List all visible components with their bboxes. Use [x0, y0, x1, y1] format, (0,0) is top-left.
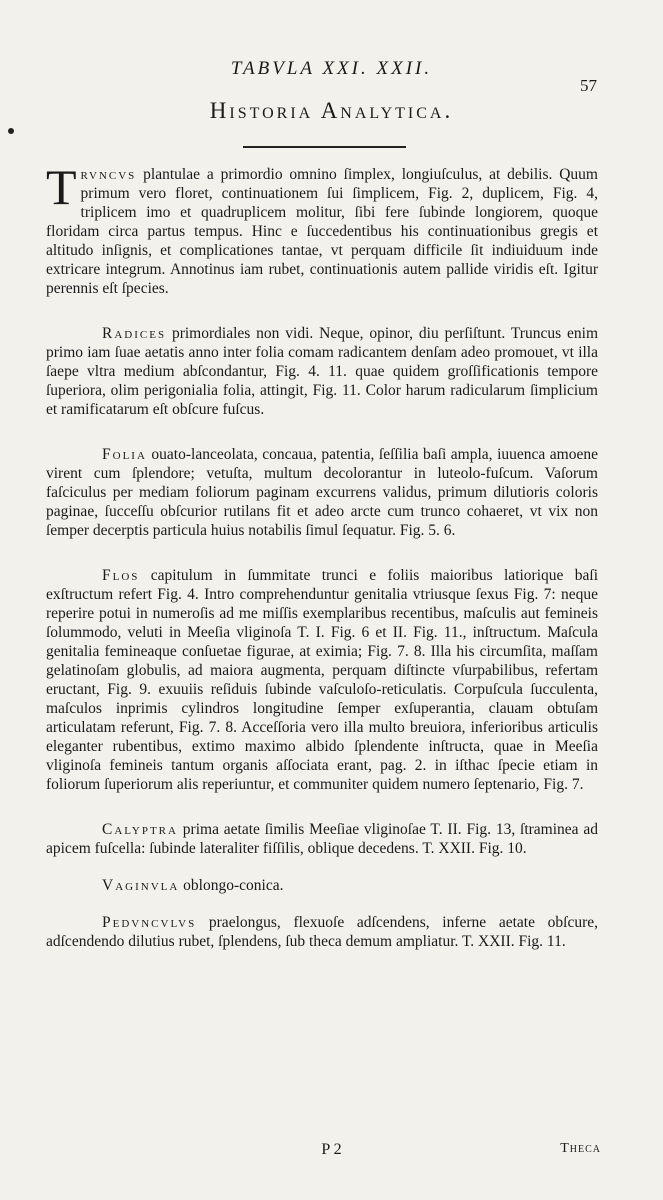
- paragraph-vaginula: [46, 876, 598, 895]
- paragraph-text: primordiales non vidi. Neque, opinor, diu perſiſtunt. Truncus enim primo iam ſuae aetatis anno inter folia comam radicantem denſam adeo promouet, vt illa ſaepe vltra medium abſcondantur, Fig. 4. 11. quae quidem groſſificationis tempore ſuperiora, olim perigonialia folia, attingit, Fig. 11. Color harum radicularum ſimplicium et ramificatarum eſt obſcure fuſcus.: [46, 325, 598, 418]
- signature-mark: P 2: [321, 1141, 342, 1158]
- drop-cap: T: [46, 159, 77, 215]
- paragraph-flos: [46, 566, 598, 794]
- paragraph-text: ouato-lanceolata, concaua, patentia, ſeſſilia baſi ampla, iuuenca amoene virent cum ſplendore; vetuſta, multum decolorantur in luteolo-fuſcum. Vaſorum faſciculus per mediam foliorum paginam excurrens validus, primum dilutioris coloris paginae, ſucceſſu obſcurior rutilans fit et adeo arcte cum trunco cohaeret, vt vix non ſemper decerptis particula huius notabilis ſimul ſequatur. Fig. 5. 6.: [46, 446, 598, 539]
- paragraph-radices: [46, 324, 598, 419]
- paragraph-lead: Flos: [102, 567, 140, 584]
- paragraph-folia: [46, 445, 598, 540]
- paragraph-lead: Vaginvla: [102, 877, 180, 894]
- paragraph-pedunculus: [46, 913, 598, 951]
- paragraph-text: plantulae a primordio omnino ſimplex, longiuſculus, at debilis. Quum primum vero floret, continuationem ſui ſimplicem, Fig. 2, duplicem, Fig. 4, triplicem imo et quadruplicem molitur, ſibi fere ſubinde longiorem, quoque floridam circa partus tempus. Hinc e ſuccedentibus his continuationibus gregis et altitudo inſignis, et complicationes tantae, vt perquam difficile ſit indiuiduum inde extricare integrum. Annotinus iam rubet, continuationis autem pallide viridis eſt. Igitur perennis eſt ſpecies.: [46, 166, 598, 297]
- paragraph-truncus: [46, 159, 598, 298]
- paragraph-lead: Calyptra: [102, 821, 178, 838]
- plate-reference: TABVLA XXI. XXII.: [230, 58, 433, 79]
- catchword: Theca: [560, 1141, 601, 1156]
- paragraph-lead: Folia: [102, 446, 147, 463]
- text-body: [46, 159, 598, 977]
- page-number: 57: [580, 76, 597, 95]
- paragraph-text: praelongus, flexuoſe adſcendens, inferne aetate obſcure, adſcendendo dilutius rubet, ſplendens, ſub theca demum ampliatur. T. XXII. Fig. 11.: [46, 914, 598, 950]
- section-title: Historia Analytica.: [209, 98, 454, 123]
- paragraph-text: prima aetate ſimilis Meeſiae vliginoſae T. II. Fig. 13, ſtraminea ad apicem fuſcella: ſubinde lateraliter fiſſilis, oblique decedens. T. XXII. Fig. 10.: [46, 821, 598, 857]
- paragraph-lead: Radices: [102, 325, 167, 342]
- paragraph-text: oblongo-conica.: [179, 877, 284, 894]
- paragraph-lead: rvncvs: [80, 166, 137, 183]
- title-rule: [243, 146, 406, 148]
- paragraph-calyptra: [46, 820, 598, 858]
- paragraph-text: capitulum in ſummitate trunci e foliis maioribus latiorique baſi exſtructum refert Fig. 4. Intro comprehenduntur genitalia vtriusque ſexus Fig. 7: neque reperire potui in numeroſis ad me miſſis exemplaribus recentibus, maſculis aut femineis ſolummodo, veluti in Meeſia vliginoſa T. I. Fig. 6 et II. Fig. 11., inſtructum. Maſcula genitalia femineaque conſuetae figurae, at eximia; Fig. 7. 8. Illa his circumſita, maſſam gelatinoſam globulis, ad maiora augmenta, perquam diſtincte vſurpabilibus, refertam eructant, Fig. 9. exuuiis reſiduis ſubinde vaſculoſo-reticulatis. Corpuſcula ſucculenta, maſculos inprimis cylindros longitudine ſemper exſuperantia, clauam obtuſam articulatam referunt, Fig. 7. 8. Acceſſoria vero illa multo breuiora, inferioribus articulis eleganter rubentibus, extimo maximo albido ſplendente inſtructa, quae in Meeſia vliginoſa femineis tantum organis aſſociata erant, pag. 2. in iſthac ſpecie etiam in foliorum ſuperiorum alis reperiuntur, et communiter quidem numero ſeptenario, Fig. 7.: [46, 567, 598, 793]
- ink-spot: [8, 128, 14, 134]
- paragraph-lead: Pedvncvlvs: [102, 914, 197, 931]
